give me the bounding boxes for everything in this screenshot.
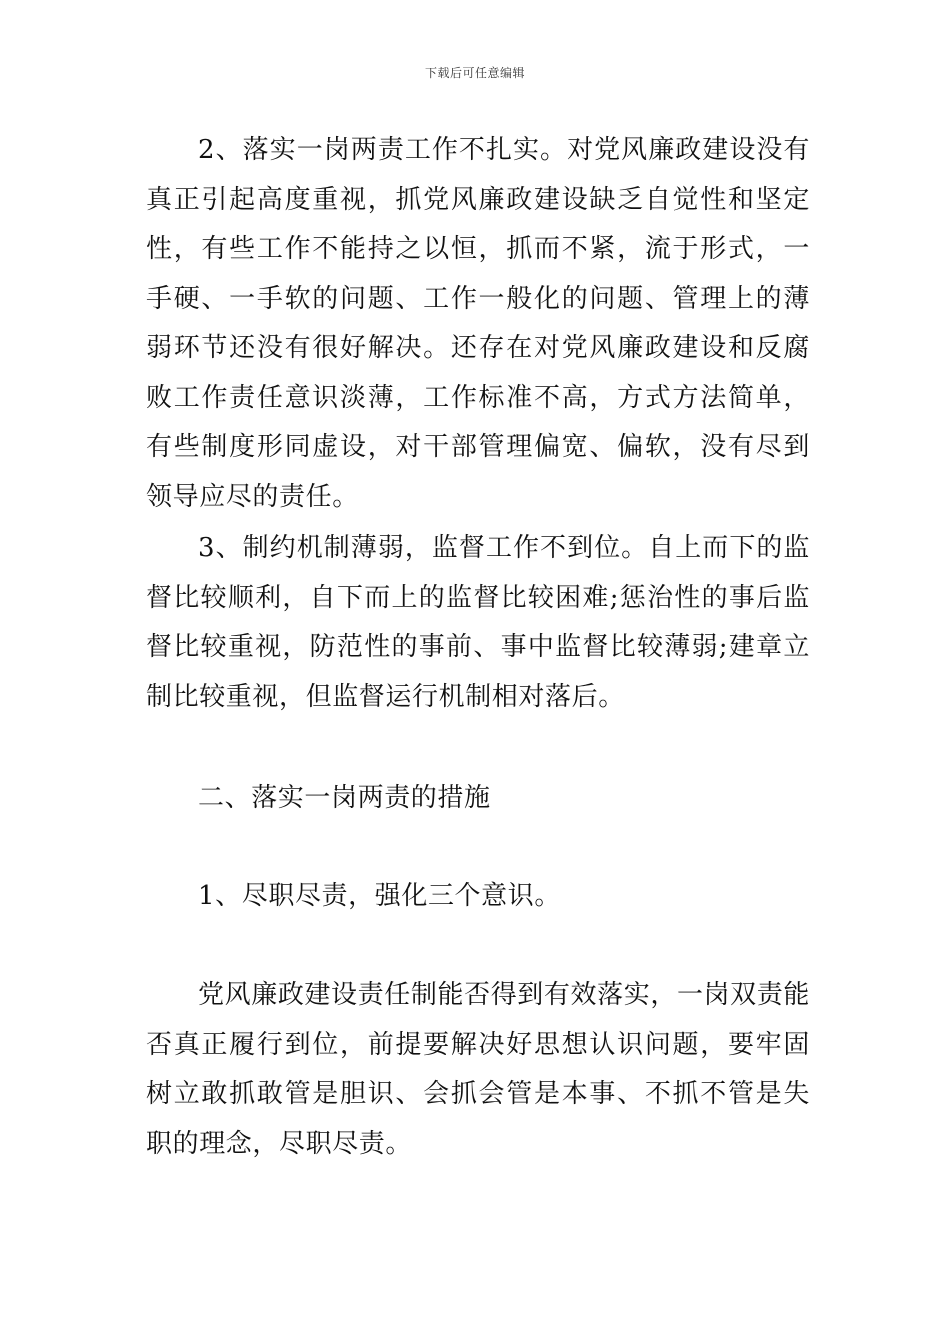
paragraph-supervision-issues: 3、制约机制薄弱，监督工作不到位。自上而下的监督比较顺利，自下而上的监督比较困难;惩治性的事后监督比较重视，防范性的事前、事中监督比较薄弱;建章立制比较重视，但监督运行机制相对落后。 — [146, 533, 810, 712]
subheading-three-awareness: 1、尽职尽责，强化三个意识。 — [198, 881, 561, 911]
paragraph-implementation-issues: 2、落实一岗两责工作不扎实。对党风廉政建设没有真正引起高度重视，抓党风廉政建设缺乏自觉性和坚定性，有些工作不能持之以恒，抓而不紧，流于形式，一手硬、一手软的问题、工作一般化的问题、管理上的薄弱环节还没有很好解决。还存在对党风廉政建设和反腐败工作责任意识淡薄，工作标准不高，方式方法简单，有些制度形同虚设，对干部管理偏宽、偏软，没有尽到领导应尽的责任。 — [146, 135, 810, 512]
section-heading-measures: 二、落实一岗两责的措施 — [198, 783, 491, 813]
header-note: 下载后可任意编辑 — [424, 66, 525, 80]
paragraph-responsibility: 党风廉政建设责任制能否得到有效落实，一岗双责能否真正履行到位，前提要解决好思想认识问题，要牢固树立敢抓敢管是胆识、会抓会管是本事、不抓不管是失职的理念，尽职尽责。 — [146, 980, 810, 1159]
